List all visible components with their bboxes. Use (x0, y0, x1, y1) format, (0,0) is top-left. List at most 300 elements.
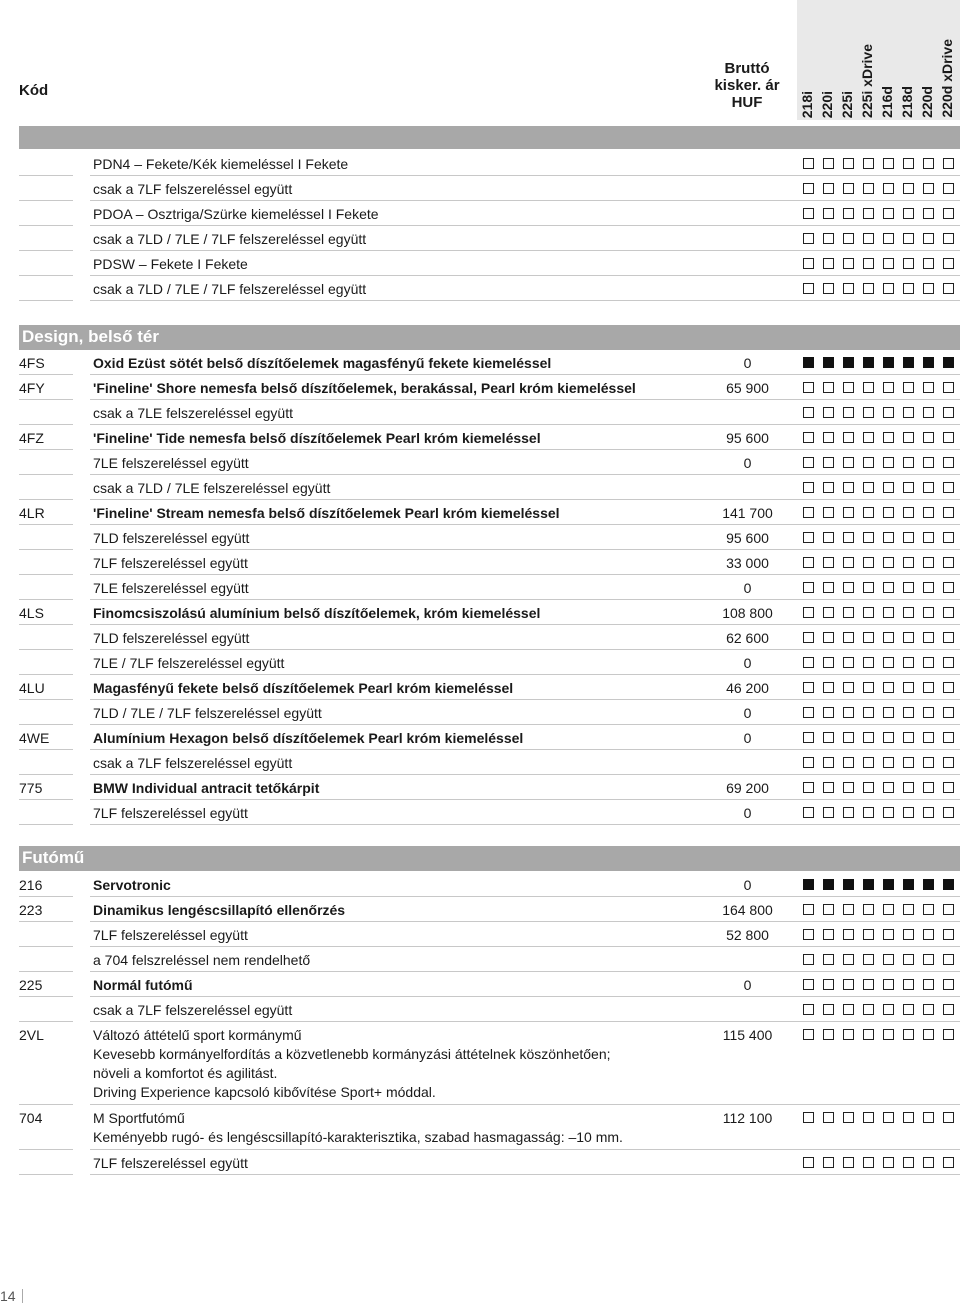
optional-equipment-mark (823, 582, 834, 593)
table-row (0, 525, 960, 550)
option-code: 4FZ (19, 430, 44, 446)
optional-equipment-mark (803, 979, 814, 990)
optional-equipment-mark (823, 457, 834, 468)
option-description: csak a 7LF felszereléssel együtt (93, 181, 293, 197)
optional-equipment-mark (863, 582, 874, 593)
optional-equipment-mark (863, 904, 874, 915)
option-description: Normál futómű (93, 977, 193, 993)
option-price: 46 200 (726, 680, 769, 696)
optional-equipment-mark (843, 632, 854, 643)
optional-equipment-mark (823, 1029, 834, 1040)
optional-equipment-mark (843, 607, 854, 618)
option-description: Oxid Ezüst sötét belső díszítőelemek magasfényű fekete kiemeléssel (93, 355, 552, 371)
optional-equipment-mark (943, 1004, 954, 1015)
optional-equipment-mark (923, 632, 934, 643)
optional-equipment-mark (923, 954, 934, 965)
optional-equipment-mark (903, 208, 914, 219)
table-row (0, 1105, 960, 1150)
optional-equipment-mark (923, 757, 934, 768)
optional-equipment-mark (923, 782, 934, 793)
optional-equipment-mark (923, 929, 934, 940)
optional-equipment-mark (823, 782, 834, 793)
availability-marks (801, 979, 960, 991)
optional-equipment-mark (903, 532, 914, 543)
header-divider-bar (19, 126, 960, 149)
option-detail-text: Keményebb rugó- és lengéscsillapító-karakterisztika, szabad hasmagasság: –10 mm. (93, 1129, 623, 1145)
table-row (0, 625, 960, 650)
table-row (0, 425, 960, 450)
optional-equipment-mark (843, 158, 854, 169)
optional-equipment-mark (863, 557, 874, 568)
row-divider (19, 824, 73, 825)
option-description: 7LE / 7LF felszereléssel együtt (93, 655, 285, 671)
optional-equipment-mark (923, 208, 934, 219)
model-name: 220d (919, 86, 935, 118)
optional-equipment-mark (883, 979, 894, 990)
optional-equipment-mark (803, 732, 814, 743)
row-divider (19, 1174, 73, 1175)
option-price: 0 (743, 805, 752, 821)
optional-equipment-mark (823, 954, 834, 965)
standard-equipment-mark (943, 357, 954, 368)
option-description: PDN4 – Fekete/Kék kiemeléssel I Fekete (93, 156, 349, 172)
optional-equipment-mark (943, 457, 954, 468)
availability-marks (801, 432, 960, 444)
optional-equipment-mark (803, 1029, 814, 1040)
optional-equipment-mark (803, 407, 814, 418)
model-column-header (837, 0, 857, 120)
optional-equipment-mark (843, 682, 854, 693)
option-description: Alumínium Hexagon belső díszítőelemek Pearl króm kiemeléssel (93, 730, 524, 746)
optional-equipment-mark (883, 258, 894, 269)
optional-equipment-mark (803, 904, 814, 915)
optional-equipment-mark (883, 707, 894, 718)
option-description: 'Fineline' Shore nemesfa belső díszítőelemek, berakással, Pearl króm kiemeléssel (93, 380, 636, 396)
optional-equipment-mark (843, 432, 854, 443)
optional-equipment-mark (923, 682, 934, 693)
standard-equipment-mark (943, 879, 954, 890)
optional-equipment-mark (803, 457, 814, 468)
optional-equipment-mark (883, 557, 894, 568)
optional-equipment-mark (903, 757, 914, 768)
optional-equipment-mark (843, 707, 854, 718)
optional-equipment-mark (823, 432, 834, 443)
option-price: 33 000 (726, 555, 769, 571)
optional-equipment-mark (923, 707, 934, 718)
optional-equipment-mark (903, 283, 914, 294)
optional-equipment-mark (843, 1112, 854, 1123)
optional-equipment-mark (823, 657, 834, 668)
optional-equipment-mark (883, 1029, 894, 1040)
optional-equipment-mark (883, 482, 894, 493)
optional-equipment-mark (883, 1004, 894, 1015)
optional-equipment-mark (903, 954, 914, 965)
optional-equipment-mark (803, 1112, 814, 1123)
optional-equipment-mark (923, 183, 934, 194)
option-description: csak a 7LE felszereléssel együtt (93, 405, 293, 421)
optional-equipment-mark (883, 1157, 894, 1168)
optional-equipment-mark (823, 757, 834, 768)
optional-equipment-mark (903, 904, 914, 915)
model-column-header (857, 0, 877, 120)
optional-equipment-mark (843, 258, 854, 269)
optional-equipment-mark (823, 904, 834, 915)
option-price: 52 800 (726, 927, 769, 943)
optional-equipment-mark (883, 183, 894, 194)
optional-equipment-mark (843, 979, 854, 990)
optional-equipment-mark (923, 582, 934, 593)
standard-equipment-mark (903, 879, 914, 890)
option-description: 7LE felszereléssel együtt (93, 580, 249, 596)
optional-equipment-mark (823, 532, 834, 543)
optional-equipment-mark (883, 632, 894, 643)
optional-equipment-mark (803, 208, 814, 219)
option-price: 0 (743, 655, 752, 671)
optional-equipment-mark (943, 482, 954, 493)
optional-equipment-mark (823, 732, 834, 743)
optional-equipment-mark (923, 457, 934, 468)
option-price: 112 100 (722, 1110, 773, 1126)
optional-equipment-mark (943, 233, 954, 244)
optional-equipment-mark (843, 929, 854, 940)
model-name: 218d (899, 86, 915, 118)
option-code: 4FS (19, 355, 45, 371)
option-description: Dinamikus lengéscsillapító ellenőrzés (93, 902, 346, 918)
optional-equipment-mark (943, 1029, 954, 1040)
table-row (0, 450, 960, 475)
optional-equipment-mark (863, 757, 874, 768)
page-number: 14 (0, 1288, 16, 1304)
availability-marks (801, 1004, 960, 1016)
optional-equipment-mark (843, 557, 854, 568)
table-row (0, 650, 960, 675)
optional-equipment-mark (803, 707, 814, 718)
optional-equipment-mark (883, 682, 894, 693)
optional-equipment-mark (923, 1157, 934, 1168)
availability-marks (801, 208, 960, 220)
optional-equipment-mark (843, 904, 854, 915)
option-description: 7LF felszereléssel együtt (93, 555, 248, 571)
availability-marks (801, 283, 960, 295)
option-description: Servotronic (93, 877, 171, 893)
optional-equipment-mark (863, 382, 874, 393)
optional-equipment-mark (943, 757, 954, 768)
availability-marks (801, 929, 960, 941)
optional-equipment-mark (903, 1112, 914, 1123)
option-description: 7LF felszereléssel együtt (93, 927, 248, 943)
option-code: 4FY (19, 380, 45, 396)
optional-equipment-mark (823, 557, 834, 568)
optional-equipment-mark (803, 1004, 814, 1015)
availability-marks (801, 382, 960, 394)
table-row (0, 750, 960, 775)
optional-equipment-mark (903, 682, 914, 693)
optional-equipment-mark (923, 807, 934, 818)
optional-equipment-mark (883, 532, 894, 543)
optional-equipment-mark (803, 557, 814, 568)
optional-equipment-mark (863, 183, 874, 194)
standard-equipment-mark (923, 879, 934, 890)
optional-equipment-mark (823, 382, 834, 393)
availability-marks (801, 258, 960, 270)
availability-marks (801, 879, 960, 891)
option-price: 0 (743, 977, 752, 993)
optional-equipment-mark (843, 507, 854, 518)
optional-equipment-mark (903, 657, 914, 668)
optional-equipment-mark (863, 1004, 874, 1015)
option-price: 95 600 (726, 430, 769, 446)
optional-equipment-mark (823, 258, 834, 269)
optional-equipment-mark (903, 979, 914, 990)
optional-equipment-mark (843, 183, 854, 194)
availability-marks (801, 233, 960, 245)
optional-equipment-mark (863, 1157, 874, 1168)
optional-equipment-mark (903, 1029, 914, 1040)
optional-equipment-mark (863, 208, 874, 219)
optional-equipment-mark (803, 283, 814, 294)
optional-equipment-mark (943, 929, 954, 940)
table-row (0, 725, 960, 750)
row-divider (90, 1174, 960, 1175)
option-description: 'Fineline' Stream nemesfa belső díszítőelemek Pearl króm kiemeléssel (93, 505, 560, 521)
optional-equipment-mark (943, 954, 954, 965)
table-header (0, 0, 960, 126)
availability-marks (801, 1157, 960, 1169)
option-price: 141 700 (722, 505, 773, 521)
option-code: 704 (19, 1110, 43, 1126)
optional-equipment-mark (903, 183, 914, 194)
availability-marks (801, 357, 960, 369)
optional-equipment-mark (803, 782, 814, 793)
optional-equipment-mark (943, 807, 954, 818)
optional-equipment-mark (943, 782, 954, 793)
model-name: 216d (879, 86, 895, 118)
table-row (0, 897, 960, 922)
optional-equipment-mark (823, 929, 834, 940)
optional-equipment-mark (823, 283, 834, 294)
availability-marks (801, 1029, 960, 1041)
option-code: 4LR (19, 505, 45, 521)
optional-equipment-mark (923, 432, 934, 443)
option-code: 225 (19, 977, 43, 993)
table-row (0, 575, 960, 600)
optional-equipment-mark (863, 233, 874, 244)
optional-equipment-mark (923, 1004, 934, 1015)
model-name: 225i (839, 90, 855, 118)
optional-equipment-mark (823, 1157, 834, 1168)
table-row (0, 475, 960, 500)
optional-equipment-mark (843, 732, 854, 743)
table-row (0, 151, 960, 176)
optional-equipment-mark (923, 732, 934, 743)
optional-equipment-mark (923, 158, 934, 169)
optional-equipment-mark (903, 1157, 914, 1168)
optional-equipment-mark (863, 929, 874, 940)
optional-equipment-mark (903, 507, 914, 518)
optional-equipment-mark (823, 607, 834, 618)
option-price: 164 800 (722, 902, 773, 918)
optional-equipment-mark (943, 732, 954, 743)
optional-equipment-mark (843, 482, 854, 493)
optional-equipment-mark (923, 233, 934, 244)
standard-equipment-mark (823, 879, 834, 890)
availability-marks (801, 904, 960, 916)
optional-equipment-mark (943, 707, 954, 718)
optional-equipment-mark (803, 657, 814, 668)
page-number-divider (22, 1289, 23, 1303)
optional-equipment-mark (923, 607, 934, 618)
model-column-header (917, 0, 937, 120)
optional-equipment-mark (923, 283, 934, 294)
optional-equipment-mark (943, 607, 954, 618)
option-code: 2VL (19, 1027, 44, 1043)
standard-equipment-mark (843, 357, 854, 368)
optional-equipment-mark (943, 979, 954, 990)
option-description: 'Fineline' Tide nemesfa belső díszítőelemek Pearl króm kiemeléssel (93, 430, 541, 446)
optional-equipment-mark (823, 807, 834, 818)
optional-equipment-mark (923, 1112, 934, 1123)
optional-equipment-mark (923, 482, 934, 493)
optional-equipment-mark (863, 1029, 874, 1040)
optional-equipment-mark (903, 557, 914, 568)
optional-equipment-mark (903, 807, 914, 818)
option-description: 7LD felszereléssel együtt (93, 630, 250, 646)
option-description: csak a 7LD / 7LE / 7LF felszereléssel együtt (93, 231, 367, 247)
standard-equipment-mark (883, 357, 894, 368)
optional-equipment-mark (803, 607, 814, 618)
availability-marks (801, 607, 960, 619)
model-column-header (797, 0, 817, 120)
optional-equipment-mark (883, 382, 894, 393)
option-description: 7LF felszereléssel együtt (93, 1155, 248, 1171)
standard-equipment-mark (863, 879, 874, 890)
option-description: PDSW – Fekete I Fekete (93, 256, 248, 272)
optional-equipment-mark (803, 507, 814, 518)
standard-equipment-mark (903, 357, 914, 368)
optional-equipment-mark (823, 707, 834, 718)
standard-equipment-mark (883, 879, 894, 890)
availability-marks (801, 532, 960, 544)
availability-marks (801, 807, 960, 819)
row-divider (19, 300, 73, 301)
optional-equipment-mark (903, 407, 914, 418)
model-name: 220d xDrive (939, 39, 955, 118)
optional-equipment-mark (943, 432, 954, 443)
table-row (0, 700, 960, 725)
model-column-header (877, 0, 897, 120)
option-price: 69 200 (726, 780, 769, 796)
optional-equipment-mark (803, 158, 814, 169)
model-name: 220i (819, 90, 835, 118)
option-description: Magasfényű fekete belső díszítőelemek Pearl króm kiemeléssel (93, 680, 514, 696)
optional-equipment-mark (823, 208, 834, 219)
optional-equipment-mark (823, 482, 834, 493)
price-column-header (702, 60, 792, 111)
table-row (0, 675, 960, 700)
optional-equipment-mark (843, 657, 854, 668)
table-row (0, 600, 960, 625)
row-divider (90, 300, 960, 301)
optional-equipment-mark (803, 757, 814, 768)
availability-marks (801, 682, 960, 694)
optional-equipment-mark (863, 457, 874, 468)
table-row (0, 947, 960, 972)
table-row (0, 872, 960, 897)
optional-equipment-mark (883, 432, 894, 443)
optional-equipment-mark (863, 632, 874, 643)
table-row (0, 176, 960, 201)
option-description: 7LE felszereléssel együtt (93, 455, 249, 471)
optional-equipment-mark (943, 682, 954, 693)
option-description: 7LF felszereléssel együtt (93, 805, 248, 821)
availability-marks (801, 407, 960, 419)
section-title: Design, belső tér (22, 327, 159, 346)
optional-equipment-mark (843, 582, 854, 593)
optional-equipment-mark (903, 582, 914, 593)
optional-equipment-mark (803, 582, 814, 593)
optional-equipment-mark (923, 258, 934, 269)
optional-equipment-mark (903, 929, 914, 940)
optional-equipment-mark (883, 904, 894, 915)
optional-equipment-mark (883, 757, 894, 768)
optional-equipment-mark (843, 1004, 854, 1015)
option-code: 4WE (19, 730, 50, 746)
option-price: 0 (743, 705, 752, 721)
option-description: csak a 7LD / 7LE felszereléssel együtt (93, 480, 331, 496)
availability-marks (801, 507, 960, 519)
price-header-line: HUF (731, 94, 763, 111)
optional-equipment-mark (863, 482, 874, 493)
availability-marks (801, 183, 960, 195)
optional-equipment-mark (823, 407, 834, 418)
option-description: Finomcsiszolású alumínium belső díszítőelemek, króm kiemeléssel (93, 605, 541, 621)
optional-equipment-mark (843, 757, 854, 768)
model-name: 225i xDrive (859, 44, 875, 118)
optional-equipment-mark (883, 582, 894, 593)
optional-equipment-mark (863, 954, 874, 965)
table-row (0, 500, 960, 525)
option-code: 775 (19, 780, 43, 796)
optional-equipment-mark (923, 904, 934, 915)
optional-equipment-mark (843, 532, 854, 543)
optional-equipment-mark (823, 183, 834, 194)
section-header (19, 325, 960, 350)
availability-marks (801, 582, 960, 594)
option-code: 4LS (19, 605, 44, 621)
availability-marks (801, 707, 960, 719)
optional-equipment-mark (943, 657, 954, 668)
optional-equipment-mark (883, 407, 894, 418)
model-name: 218i (799, 90, 815, 118)
optional-equipment-mark (943, 582, 954, 593)
optional-equipment-mark (863, 607, 874, 618)
optional-equipment-mark (803, 954, 814, 965)
availability-marks (801, 158, 960, 170)
optional-equipment-mark (863, 807, 874, 818)
optional-equipment-mark (823, 158, 834, 169)
optional-equipment-mark (803, 632, 814, 643)
availability-marks (801, 1112, 960, 1124)
optional-equipment-mark (803, 482, 814, 493)
table-row (0, 350, 960, 375)
model-column-header (817, 0, 837, 120)
model-column-header (897, 0, 917, 120)
optional-equipment-mark (863, 782, 874, 793)
optional-equipment-mark (843, 283, 854, 294)
optional-equipment-mark (923, 979, 934, 990)
optional-equipment-mark (843, 382, 854, 393)
optional-equipment-mark (943, 557, 954, 568)
